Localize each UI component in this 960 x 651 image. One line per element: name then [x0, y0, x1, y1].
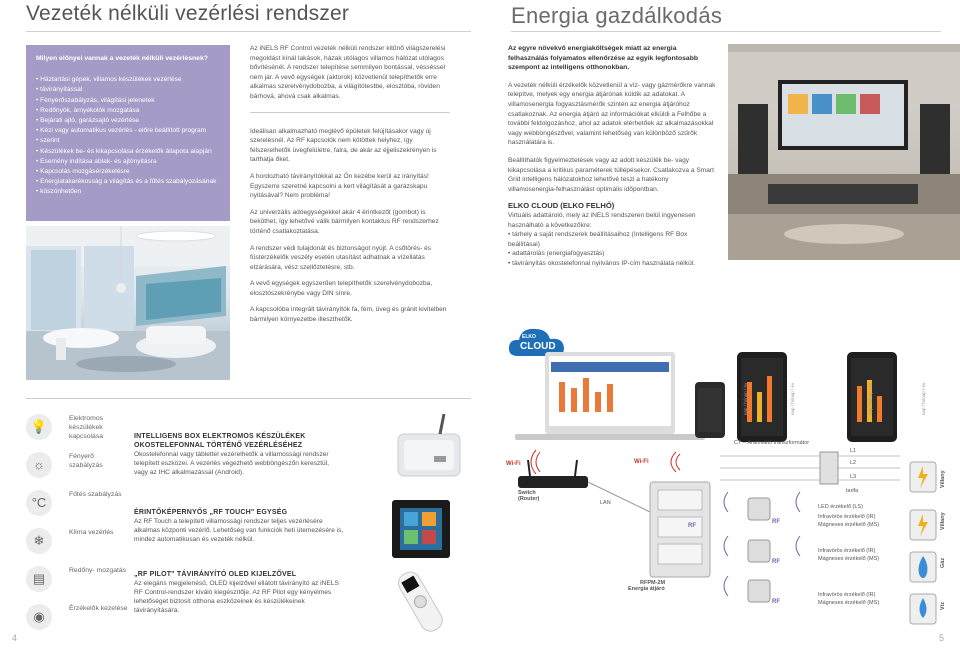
benefit-item: • Kapcsolás mozgásérzékelésre [36, 167, 222, 177]
feature-icon-row [26, 528, 126, 558]
benefit-item: • köszönhetően [36, 187, 222, 197]
blinds-icon: ▤ [26, 566, 52, 592]
divider [511, 31, 941, 32]
divider [26, 398, 471, 399]
rf-label: RF [772, 519, 780, 525]
screen-caption: nap / hónap / év [790, 382, 795, 415]
sensor-label: LED érzékelő (LS) [818, 504, 863, 510]
cloud-item-text: adattárolás (energiafogyasztás) [512, 250, 605, 258]
product-title: ÉRINTŐKÉPERNYŐS „RF TOUCH" EGYSÉG [134, 509, 288, 516]
paragraph: A hordozható távirányítókkal az Ön kezébe kerül az irányítás! Egyszerre szeretné kapcsolni a kert világítását a garázskapu nyitásával? Nem probléma! [250, 172, 429, 200]
ct-label: CT – Áramváltó transzformátor [734, 440, 810, 446]
cloud-intro: Virtuális adattároló, mely az iNELS rendszeren belül ingyenesen használható a következőkre: [508, 211, 696, 229]
intro-text: Az egyre növekvő energiaköltségek miatt az energia felhasználás folyamatos ellenőrzése az egyik legfontosabb szempont az intelligens otthonokban. [508, 45, 698, 72]
l2-label: L2 [850, 460, 857, 466]
paragraph: A rendszer védi tulajdonát és biztonságot nyújt. A csőtörés- és füstérzékelők veszély esetén utasítást adhatnak a vízellátás elzárására, vész szellőztetésre, stb. [250, 244, 432, 271]
feature-label: Fényerő szabályzás [69, 453, 103, 469]
benefit-item: • Redőnyök, árnyékolók mozgatása [36, 106, 222, 116]
product-title: OKOSTELEFONNAL TÖRTÉNŐ VEZÉRLÉSÉHEZ [134, 442, 303, 449]
feature-icon-row [26, 604, 126, 634]
l3-label: L3 [850, 474, 857, 480]
lightbulb-icon: 💡 [26, 414, 52, 440]
product-touch [134, 508, 344, 544]
sensor-label: Infravörös érzékelő (IR) [818, 548, 876, 554]
smart-box-image [390, 412, 470, 482]
feature-label: Redőny- mozgatás [69, 567, 127, 574]
cloud-list-item: • tárhely a saját rendszerek beállításaihoz (Intelligens RF Box beállításai) [508, 231, 688, 248]
interior-photo [26, 226, 230, 380]
router-label: (Router) [518, 496, 540, 502]
divider [26, 31, 471, 32]
living-room-photo [728, 44, 960, 260]
paragraph: Az univerzális adóegységekkel akár 4 érintkezőt (gombot) is beköthet, így lehetővé válik bármilyen kontaktus RF rendszerhez történő csatlakoztatása. [250, 208, 439, 235]
benefit-item: • Fényerőszabályzás, világítási jelenetek [36, 96, 222, 106]
cloud-list-item: • adattárolás (energiafogyasztás) [508, 250, 605, 258]
benefit-item: • Kézi vagy automatikus vezérlés - előre beállított program [36, 126, 222, 136]
cloud-list-item: • távirányítás okostelefonnal nyilvános IP-cím használata nélkül. [508, 259, 696, 267]
feature-label: Elektromos készülékek kapcsolása [69, 415, 104, 440]
thermometer-icon: °C [26, 490, 52, 516]
benefit-item: • Energiatakarékosság a világítás és a fűtés szabályozásának [36, 177, 222, 187]
screen-caption: nap / hónap / év [921, 382, 926, 415]
utility-label: Villany [940, 470, 946, 488]
lan-label: LAN [600, 500, 611, 506]
feature-icon-row [26, 566, 126, 596]
product-text: Az elegáns megjelenésű, OLED kijelzővel ellátott távirányító az iNELS RF Control-rendszer kiváló kiegészítője. Az RF Pilot egy kényelmes lehetőséget biztosít otthona eszközeinek és készülékeinek távirányítására. [134, 580, 339, 614]
dimmer-icon: ☼ [26, 452, 52, 478]
product-text: Okostelefonnal vagy táblettel vezérelhetők a villamossági rendszer telepített eszközei. A vezérlés végezhető webböngészőn keresztül, vagy az IHC alkalmazással (Android). [134, 451, 329, 476]
feature-label: Klíma vezérlés [69, 529, 114, 536]
sensor-label: Mágneses érzékelő (MS) [818, 522, 880, 528]
tarifa-label: tarifa [846, 488, 859, 494]
page-number: 4 [12, 633, 18, 643]
cloud-list [508, 230, 716, 268]
sensor-label: Mágneses érzékelő (MS) [818, 556, 880, 562]
climate-icon: ❄ [26, 528, 52, 554]
paragraph: A kapcsolóba integrált távirányítók fa, fém, üveg és gránit kivitelben bármilyen környezetbe illeszthetők. [250, 306, 447, 324]
cloud-title: ELKO CLOUD (ELKO FELHŐ) [508, 201, 615, 211]
benefit-item: • távirányítással [36, 85, 222, 95]
rf-label: RF [772, 599, 780, 605]
feature-icon-row [26, 490, 126, 520]
intro-column [250, 44, 448, 332]
product-box [134, 432, 344, 477]
screen-caption: nap / hónap / év [743, 382, 748, 415]
paragraph: Beállíthatók figyelmeztetések vagy az adott készülék be- vagy kikapcsolása a kritikus paraméterek túllépésekor. Csatlakozva a Smart Grid intelligens hálózatokhoz lehetővé teszi a hatékony villamosenergia-felhasználást optimális időpontban. [508, 156, 714, 193]
paragraph: Az iNELS RF Control vezeték nélküli rendszer kitűnő világszerelési megoldást kínál lakások, házak utólagos villamos hálózat utólagos bővítésénél. A rendszer telepítése semmilyen bontással, vésséssel nem jár. A vevő egységek (aktorok) közvetlenül telepíthetők erre alkalmas szerelvénydobozba, a világítótestbe, elosztóba, röviden bárhová, ahová csak alkalmas. [250, 45, 446, 100]
product-text: Az RF Touch a telepített villamossági rendszer teljes vezérlésére alkalmas központi vezérlő. Lehetőség van funkciók heti ütemezésére is, mindez automatikusan és vezeték nélkül. [134, 518, 344, 543]
product-pilot [134, 570, 344, 615]
energy-column [508, 44, 716, 268]
product-title: „RF PILOT" TÁVIRÁNYÍTÓ OLED KIJELZŐVEL [134, 571, 297, 578]
benefit-item: • Esemény indítása ablak- és ajtónyitásra [36, 157, 222, 167]
benefit-item: • Bejárati ajtó, garázsajtó vezérlése [36, 116, 222, 126]
benefit-item: • Készülékek be- és kikapcsolása érzékelők állapota alapján [36, 147, 222, 157]
divider [250, 112, 450, 113]
cloud-logo-text: CLOUD [520, 341, 556, 352]
sensor-label: Mágneses érzékelő (MS) [818, 600, 880, 606]
page-title-left: Vezeték nélküli vezérlési rendszer [26, 2, 350, 25]
rf-label: RF [688, 523, 696, 529]
cloud-logo-top: ELKO [522, 334, 536, 340]
l1-label: L1 [850, 448, 857, 454]
utility-label: Gáz [940, 557, 946, 568]
benefits-list [36, 75, 222, 197]
rf-label: RF [772, 559, 780, 565]
benefits-heading: Milyen előnyei vannak a vezeték nélküli vezérlésnek? [36, 55, 208, 62]
page-title-right: Energia gazdálkodás [511, 3, 723, 28]
screen-caption: nap / hónap / év [868, 382, 873, 415]
benefits-box [26, 45, 230, 221]
paragraph: Ideálisan alkalmazható meglévő épületek felújításakor vagy új szerelésnél. Az RF kapcsolók nem kötöttek helyhez, így felszerelhetők üvegfelületre, falra, de akár az éjjeliszekrényen is tarthatja őket. [250, 127, 437, 164]
feature-label: Érzékelők kezelése [69, 605, 128, 612]
gateway-sublabel: Energia átjáró [628, 586, 665, 592]
utility-label: Víz [940, 602, 946, 610]
page-number: 5 [939, 633, 945, 643]
feature-icon-row [26, 452, 126, 482]
rf-pilot-image [380, 568, 460, 638]
feature-label: Fűtés szabályzás [69, 491, 122, 498]
switch-label: Switch [518, 490, 536, 496]
energy-diagram [500, 432, 960, 632]
cloud-item-text: távirányítás okostelefonnal nyilvános IP-cím használata nélkül. [512, 259, 696, 267]
sensor-label: Infravörös érzékelő (IR) [818, 592, 876, 598]
gateway-label: RFPM-2M [640, 580, 666, 586]
utility-label: Villany [940, 512, 946, 530]
paragraph: A vezeték nélküli érzékelők közvetlenül a víz- vagy gázmérőkre vannak telepítve, melyek egy energia átjárónak küldik az adatokat. A villamosenergia fogyasztásmérők szintén az energia átjáróhoz csatlakoznak. Az energia átjáró az információkat elküldi a Felhőbe a további feldolgozáshoz, ahol az adatok elérhetőek az alkalmazásokkal vagy webböngészővel, valamint lehetőség van különböző szűrők használatára is. [508, 81, 716, 147]
rf-touch-image [390, 498, 452, 560]
benefit-item: • szerint [36, 136, 222, 146]
paragraph: A vevő egységek egyszerűen telepíthetők szerelvénydobozba, elosztószekrénybe vagy DIN sínre. [250, 280, 433, 297]
sensor-icon: ◉ [26, 604, 52, 630]
wifi-label: Wi-Fi [506, 461, 521, 467]
cloud-item-text: tárhely a saját rendszerek beállításaihoz (Intelligens RF Box beállításai) [508, 231, 688, 248]
feature-icon-row [26, 414, 126, 444]
product-title: INTELLIGENS BOX ELEKTROMOS KÉSZÜLÉKEK [134, 433, 306, 440]
sensor-label: Infravörös érzékelő (IR) [818, 514, 876, 520]
wifi-label: Wi-Fi [634, 459, 649, 465]
benefit-item: • Háztartási gépek, villamos készülékek vezérlése [36, 75, 222, 85]
